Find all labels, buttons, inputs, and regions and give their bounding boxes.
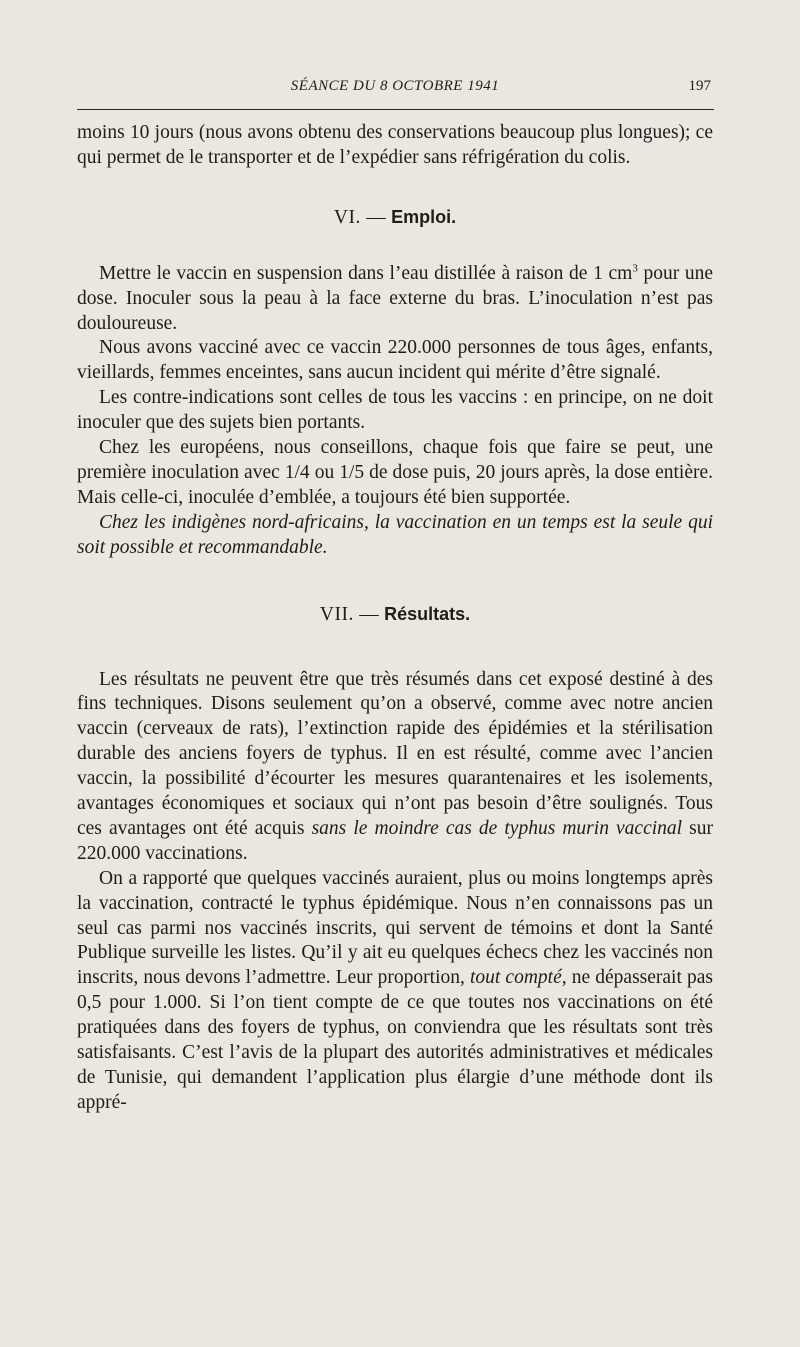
page-number: 197 — [688, 78, 711, 94]
section-title: Emploi. — [391, 206, 457, 227]
section-heading-resultats — [77, 602, 713, 628]
paragraph-reports — [77, 867, 713, 1116]
section-number: VI. — — [333, 206, 387, 228]
paragraph-indigenes: Chez les indigènes nord-africains, la vaccination en un temps est la seule qui soit possible et recommandable. — [77, 511, 713, 558]
superscript: 3 — [632, 262, 638, 275]
running-header — [77, 78, 713, 102]
text-run: Les résultats ne peuvent être que très résumés dans cet exposé destiné à des fins techniques. Disons seulement qu’on a observé, comme avec notre ancien vaccin (cerveaux de rats), l’extinction rapide des épidémies et la stérilisation durable des anciens foyers de typhus. Il en est résulté, comme avec l’ancien vaccin, la possibilité d’écourter les mesures quarantenaires et les isolements, avantages économiques et sociaux qui n’ont pas besoin d’être soulignés. Tous ces avantages ont été acquis — [77, 668, 713, 839]
italic-run: tout compté — [469, 967, 562, 989]
header-rule — [77, 109, 714, 110]
section-title: Résultats. — [384, 603, 471, 624]
paragraph-europeans: Chez les européens, nous conseillons, chaque fois que faire se peut, une première inoculation avec 1/4 ou 1/5 de dose puis, 20 jours après, la dose entière. Mais celle-ci, inoculée d’emblée, a toujours été bien supportée. — [77, 437, 713, 508]
section-heading-emploi — [77, 205, 713, 231]
running-title: SÉANCE DU 8 OCTOBRE 1941 — [290, 78, 500, 94]
text-run: sur 220.000 vaccinations. — [77, 817, 713, 864]
text-run: On a rapporté que quelques vaccinés auraient, plus ou moins longtemps après la vaccination, contracté le typhus épidémique. Nous n’en connaissons pas un seul cas parmi nos vaccinés inscrits, qui servent de témoins et dont la Santé Publique surveille les listes. Qu’il y ait eu quelques échecs chez les vaccinés non inscrits, nous devons l’admettre. Leur proportion, — [77, 867, 713, 989]
text-run: , ne dépasserait pas 0,5 pour 1.000. Si l’on tient compte de ce que toutes nos vaccinations on été pratiquées dans des foyers de typhus, on conviendra que les résultats sont très satisfaisants. C’est l’avis de la plupart des autorités administratives et médicales de Tunisie, qui demandent l’application plus élargie d’une méthode dont ils appré- — [77, 967, 713, 1113]
section-number: VII. — — [319, 603, 380, 625]
text-run: Mettre le vaccin en suspension dans l’eau distillée à raison de 1 cm — [99, 262, 633, 284]
paragraph-results — [77, 668, 713, 867]
text-run: pour une dose. Inoculer sous la peau à la face externe du bras. L’inoculation n’est pas douloureuse. — [77, 262, 714, 334]
paragraph-vaccinated: Nous avons vacciné avec ce vaccin 220.000 personnes de tous âges, enfants, vieillards, femmes enceintes, sans aucun incident qui mérite d’être signalé. — [77, 337, 713, 384]
paragraph-contraindications: Les contre-indications sont celles de tous les vaccins : en principe, on ne doit inoculer que des sujets bien portants. — [77, 387, 713, 434]
paragraph-dosage — [77, 262, 713, 337]
body-text — [77, 121, 713, 1116]
italic-run: sans le moindre cas de typhus murin vaccinal — [311, 817, 683, 839]
paragraph-intro: moins 10 jours (nous avons obtenu des conservations beaucoup plus longues); ce qui permet de le transporter et de l’expédier sans réfrigération du colis. — [77, 122, 713, 168]
